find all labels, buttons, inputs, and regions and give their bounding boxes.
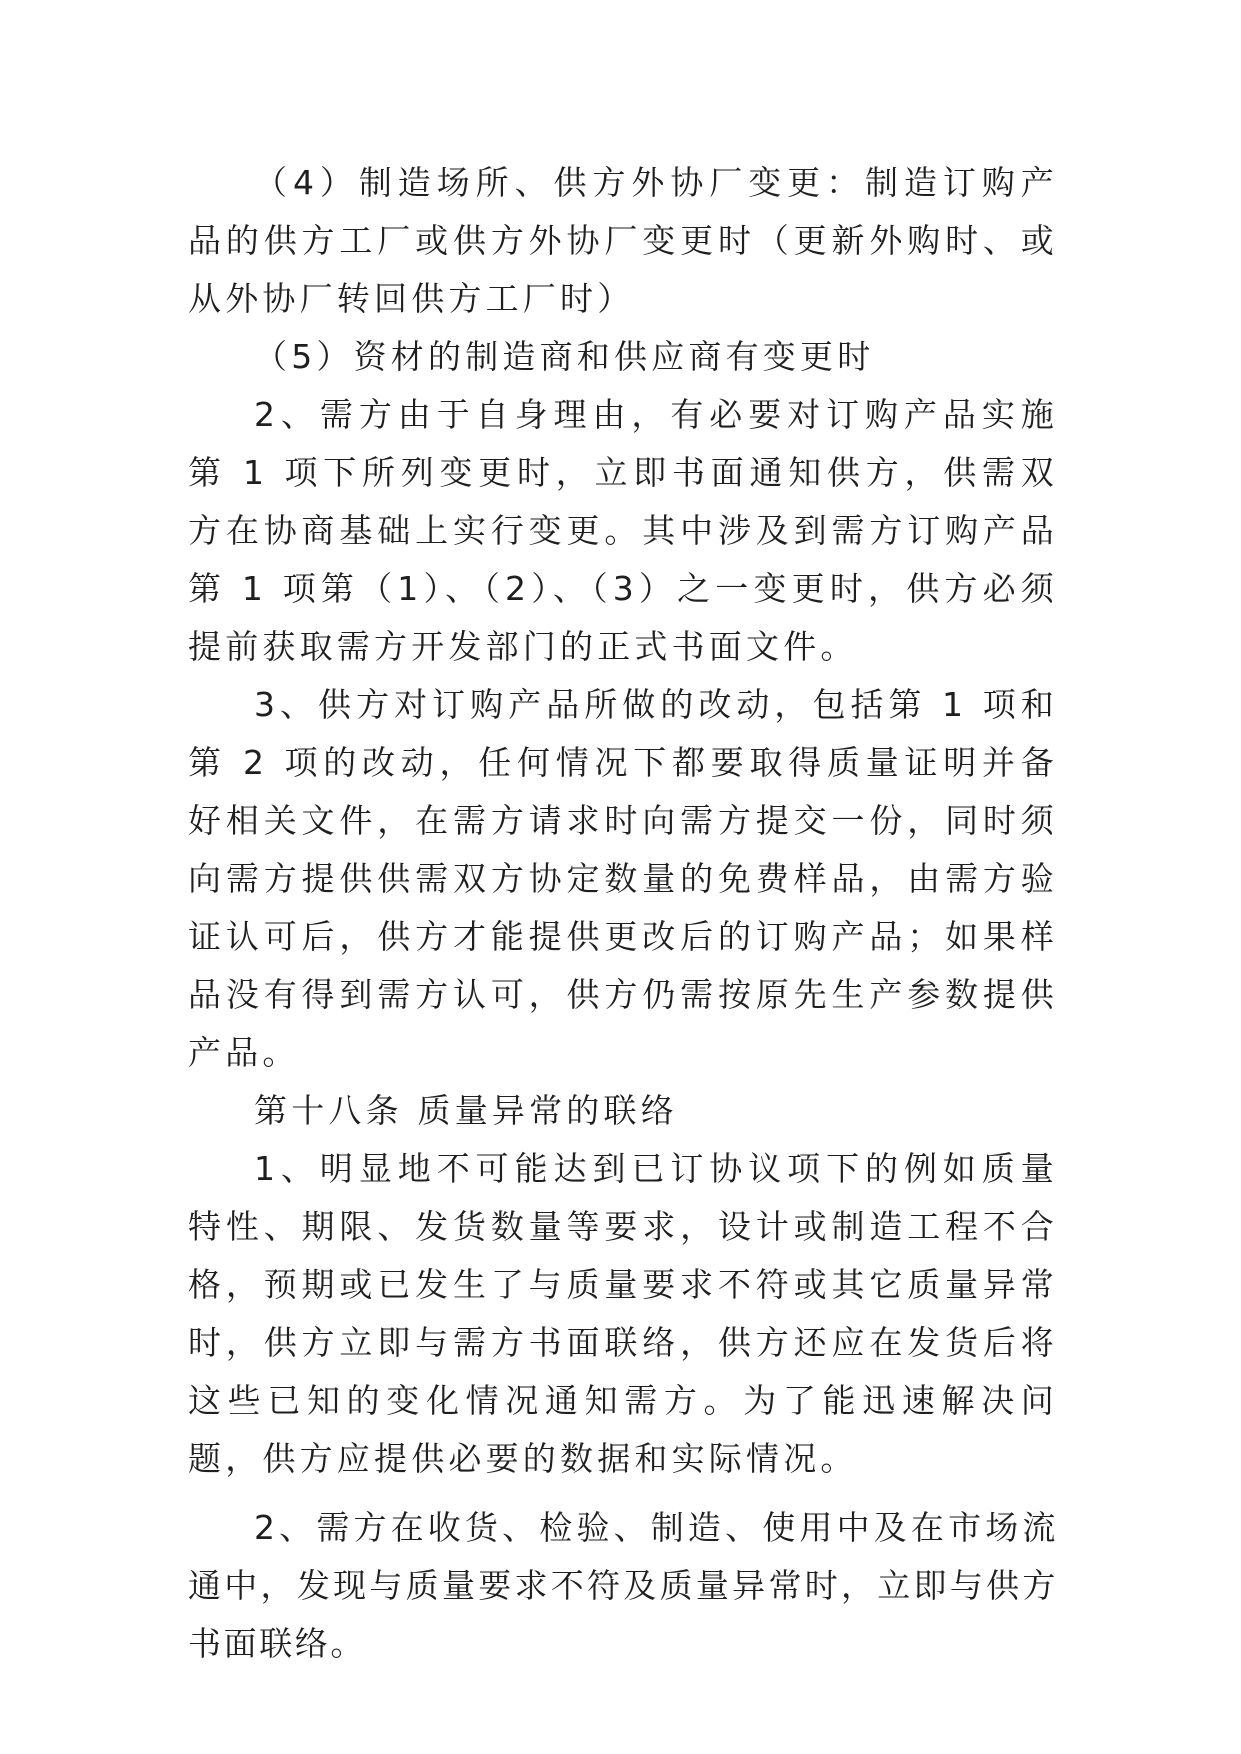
article-18-clause-2: 2、需方在收货、检验、制造、使用中及在市场流通中，发现与质量要求不符及质量异常时，立即与供方书面联络。 xyxy=(188,1508,1058,1663)
paragraph-3-supplier-modification: 3、供方对订购产品所做的改动，包括第 1 项和第 2 项的改动，任何情况下都要取得质量证明并备好相关文件，在需方请求时向需方提交一份，同时须向需方提供供需双方协定数量的免费样品，由需方验证认可后，供方才能提供更改后的订购产品；如果样品没有得到需方认可，供方仍需按原先生产参数提供产品。 xyxy=(188,685,1058,1072)
paragraph-2-buyer-change-notice: 2、需方由于自身理由，有必要对订购产品实施第 1 项下所列变更时，立即书面通知供方，供需双方在协商基础上实行变更。其中涉及到需方订购产品第 1 项第（1）、（2）、（3）之一变更时，供方必须提前获取需方开发部门的正式书面文件。 xyxy=(188,395,1058,666)
document-body xyxy=(188,154,1058,1673)
article-18-heading: 第十八条 质量异常的联络 xyxy=(254,1091,678,1130)
paragraph-4-manufacturing-site-change: （4）制造场所、供方外协厂变更：制造订购产品的供方工厂或供方外协厂变更时（更新外购时、或从外协厂转回供方工厂时） xyxy=(188,163,1058,318)
article-18-clause-1: 1、明显地不可能达到已订协议项下的例如质量特性、期限、发货数量等要求，设计或制造工程不合格，预期或已发生了与质量要求不符或其它质量异常时，供方立即与需方书面联络，供方还应在发货后将这些已知的变化情况通知需方。为了能迅速解决问题，供方应提供必要的数据和实际情况。 xyxy=(188,1149,1058,1478)
paragraph-5-material-supplier-change: （5）资材的制造商和供应商有变更时 xyxy=(254,337,875,376)
